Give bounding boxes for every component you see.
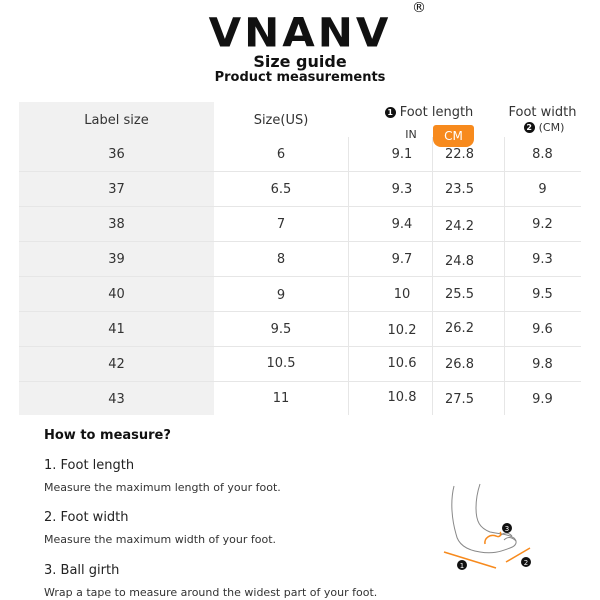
header-foot-length bbox=[359, 105, 499, 120]
cell-foot-width: 9.3 bbox=[532, 252, 553, 267]
step-foot-length-title: 1. Foot length bbox=[44, 458, 135, 473]
row-divider bbox=[19, 171, 581, 172]
cell-label-size: 38 bbox=[108, 217, 125, 232]
cell-length-cm: 22.8 bbox=[445, 147, 474, 162]
header-size-us: Size(US) bbox=[253, 113, 309, 128]
header-foot-width: Foot width bbox=[508, 105, 577, 120]
marker-3-label: 3 bbox=[504, 525, 510, 533]
cell-foot-width: 8.8 bbox=[532, 147, 553, 162]
cell-size-us: 8 bbox=[276, 252, 286, 267]
length-arrow bbox=[444, 552, 496, 568]
cell-label-size: 43 bbox=[108, 392, 125, 407]
row-divider bbox=[19, 346, 581, 347]
cell-size-us: 11 bbox=[272, 391, 290, 406]
marker-2-label: 2 bbox=[523, 559, 529, 567]
cell-length-in: 10.6 bbox=[387, 356, 417, 371]
row-divider bbox=[19, 206, 581, 207]
cell-foot-width: 9.5 bbox=[532, 287, 553, 302]
step-foot-length-desc: Measure the maximum length of your foot. bbox=[44, 481, 281, 494]
cell-size-us: 10.5 bbox=[266, 356, 296, 371]
cell-length-in: 10.8 bbox=[387, 390, 417, 405]
cell-size-us: 9 bbox=[276, 288, 286, 303]
step-ball-girth-desc: Wrap a tape to measure around the widest part of your foot. bbox=[44, 586, 378, 599]
badge-2-icon: 2 bbox=[524, 122, 535, 133]
cell-foot-width: 9.2 bbox=[532, 217, 553, 232]
cell-length-cm: 26.8 bbox=[445, 357, 474, 372]
cell-size-us: 6.5 bbox=[270, 182, 292, 197]
cell-label-size: 37 bbox=[108, 182, 125, 197]
header-foot-length-label: Foot length bbox=[399, 105, 474, 120]
page-subtitle: Product measurements bbox=[214, 70, 386, 85]
brand-logo bbox=[0, 8, 600, 57]
cell-foot-width: 9.9 bbox=[532, 392, 553, 407]
cell-length-in: 9.3 bbox=[391, 182, 413, 197]
cell-length-in: 10.2 bbox=[387, 323, 417, 338]
cell-length-in: 9.4 bbox=[391, 217, 413, 232]
how-to-title: How to measure? bbox=[44, 428, 171, 443]
step-ball-girth-title: 3. Ball girth bbox=[44, 563, 120, 578]
cell-size-us: 7 bbox=[276, 217, 286, 232]
cell-length-cm: 27.5 bbox=[445, 392, 474, 407]
cell-label-size: 36 bbox=[108, 147, 125, 162]
cell-size-us: 6 bbox=[276, 147, 286, 162]
step-foot-width-desc: Measure the maximum width of your foot. bbox=[44, 533, 277, 546]
cell-length-cm: 26.2 bbox=[445, 321, 474, 336]
cell-foot-width: 9 bbox=[538, 182, 547, 197]
foot-outline bbox=[452, 484, 516, 553]
row-divider bbox=[19, 311, 581, 312]
row-divider bbox=[19, 276, 581, 277]
header-in: IN bbox=[405, 128, 417, 141]
foot-width-unit-label: (CM) bbox=[538, 121, 565, 134]
cell-length-cm: 24.8 bbox=[445, 254, 474, 269]
page-title: Size guide bbox=[253, 52, 347, 71]
size-table bbox=[19, 102, 581, 415]
marker-1-label: 1 bbox=[459, 562, 465, 570]
cell-length-cm: 25.5 bbox=[445, 287, 474, 302]
brand-logo-text: VNANV bbox=[208, 9, 392, 56]
step-foot-width-title: 2. Foot width bbox=[44, 510, 129, 525]
cell-foot-width: 9.6 bbox=[532, 322, 553, 337]
cell-length-cm: 23.5 bbox=[445, 182, 474, 197]
cell-length-in: 9.7 bbox=[391, 252, 413, 267]
badge-1-icon: 1 bbox=[385, 107, 396, 118]
cell-label-size: 41 bbox=[108, 322, 125, 337]
cell-length-in: 9.1 bbox=[391, 147, 413, 162]
foot-measurement-diagram bbox=[440, 482, 540, 577]
cell-label-size: 40 bbox=[108, 287, 125, 302]
cell-label-size: 42 bbox=[108, 357, 125, 372]
row-divider bbox=[19, 381, 581, 382]
cell-length-in: 10 bbox=[393, 287, 411, 302]
registered-mark: ® bbox=[412, 0, 426, 16]
header-foot-width-unit bbox=[507, 121, 581, 134]
header-label-size: Label size bbox=[84, 113, 149, 128]
cm-unit-tab[interactable]: CM bbox=[433, 125, 474, 147]
cell-foot-width: 9.8 bbox=[532, 357, 553, 372]
row-divider bbox=[19, 241, 581, 242]
cell-label-size: 39 bbox=[108, 252, 125, 267]
cell-length-cm: 24.2 bbox=[445, 219, 474, 234]
cell-size-us: 9.5 bbox=[270, 322, 292, 337]
